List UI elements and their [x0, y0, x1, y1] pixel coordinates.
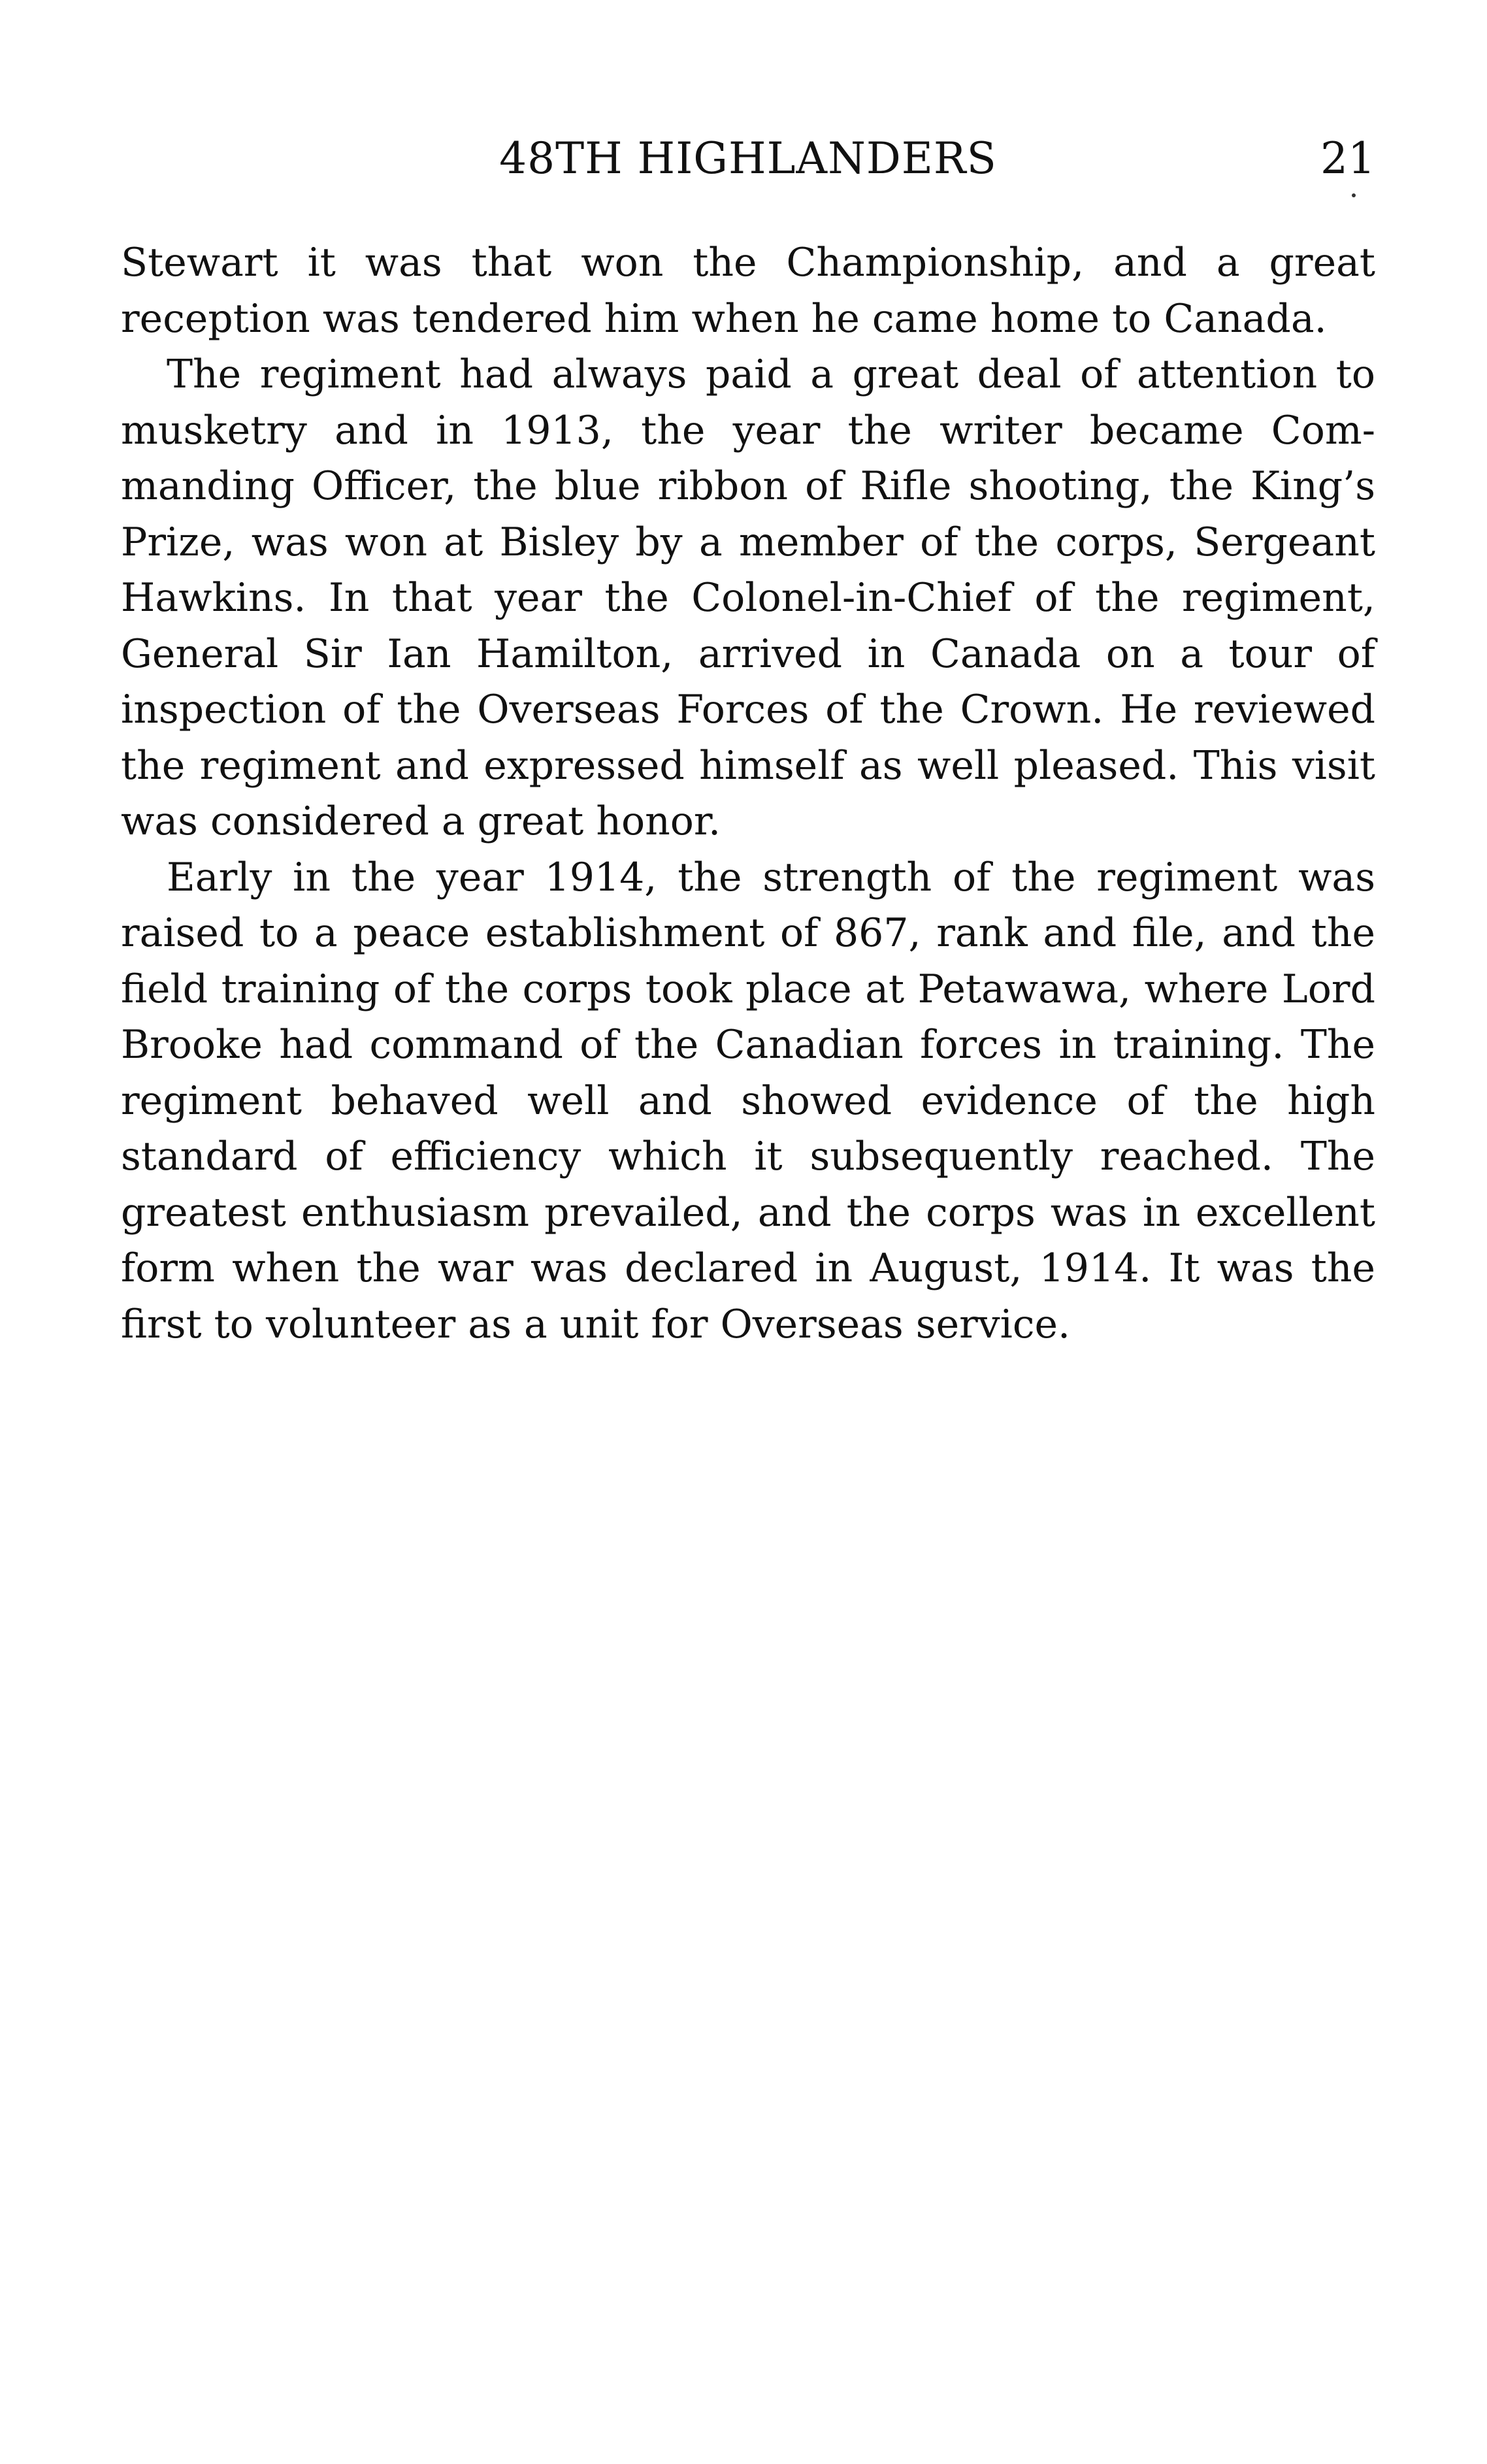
paragraph-musketry: The regiment had always paid a great deal of attention to musketry and in 1913, the year the writer became Commanding Officer, the blue ribbon of Rifle shooting, the King’s Prize, was won at Bisley by a member of the corps, Sergeant Hawkins. In that year the Colonel-in-Chief of the regiment, General Sir Ian Hamilton, arrived in Canada on a tour of inspection of the Overseas Forces of the Crown. He reviewed the regiment and expressed himself as well pleased. This visit was considered a great honor.: [121, 352, 1375, 844]
paragraph-1914: Early in the year 1914, the strength of the regiment was raised to a peace establishment of 867, rank and file, and the field training of the corps took place at Petawawa, where Lord Brooke had command of the Canadian forces in training. The regiment behaved well and showed evidence of the high standard of efficiency which it subsequently reached. The greatest enthusiasm prevailed, and the corps was in excellent form when the war was declared in August, 1914. It was the first to volunteer as a unit for Overseas service.: [121, 854, 1375, 1347]
body-text: [121, 235, 1375, 1353]
page-number: 21: [1320, 133, 1375, 184]
running-head: [121, 124, 1375, 189]
print-speck: [1352, 193, 1356, 197]
paragraph-continuation: Stewart it was that won the Championship, and a great reception was tendered him when he came home to Canada.: [121, 240, 1375, 342]
running-title: 48TH HIGHLANDERS: [499, 133, 997, 184]
